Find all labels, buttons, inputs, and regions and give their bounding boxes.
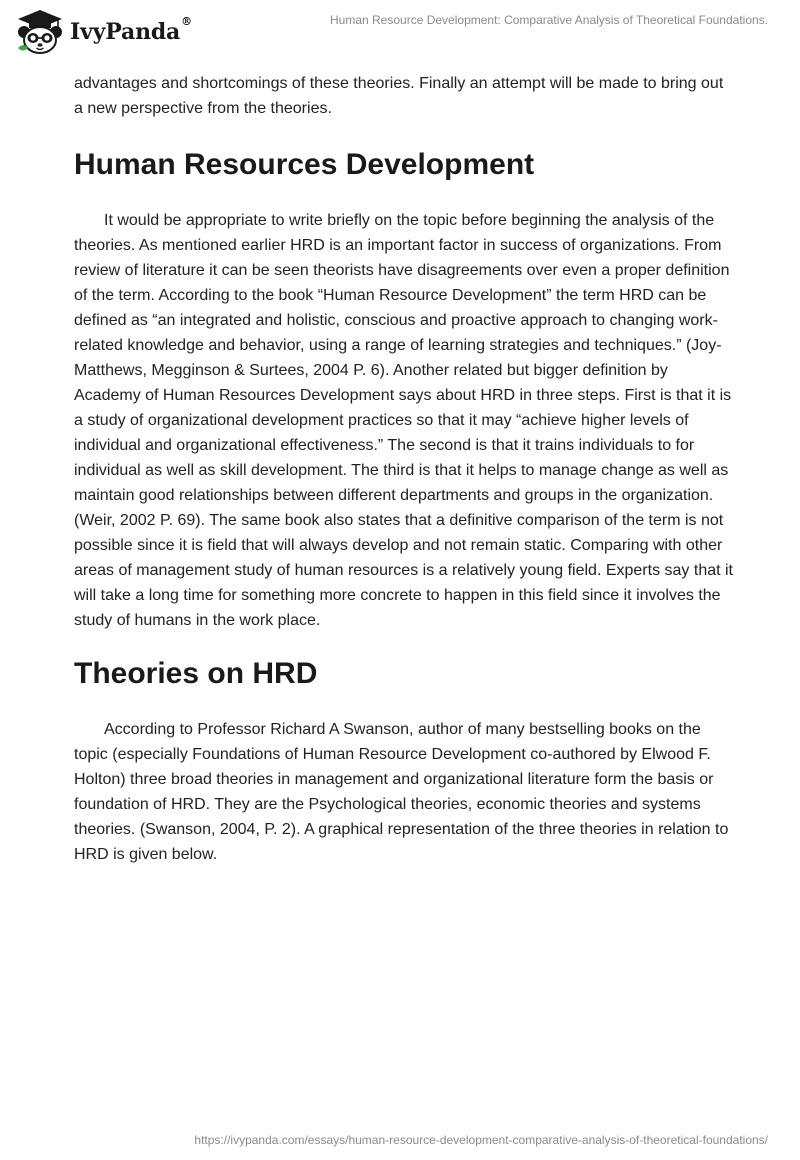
ivypanda-logo[interactable] [14, 8, 192, 56]
logo-wordmark: IvyPanda® [70, 15, 192, 45]
section-heading-theories: Theories on HRD [74, 657, 318, 690]
footer-source-url[interactable]: https://ivypanda.com/essays/human-resource-development-comparative-analysis-of-theoretical-foundations/ [194, 1133, 768, 1147]
intro-paragraph: advantages and shortcomings of these theories. Finally an attempt will be made to bring out a new perspective from the theories. [74, 75, 724, 117]
theories-paragraph: According to Professor Richard A Swanson, author of many bestselling books on the topic (especially Foundations of Human Resource Development co-authored by Elwood F. Holton) three broad theories in management and organizational literature form the basis or foundation of HRD. They are the Psychological theories, economic theories and systems theories. (Swanson, 2004, P. 2). A graphical representation of the three theories in relation to HRD is given below. [74, 721, 729, 863]
essay-body [74, 71, 734, 867]
document-title: Human Resource Development: Comparative Analysis of Theoretical Foundations. [330, 13, 768, 27]
section-heading-hrd: Human Resources Development [74, 148, 535, 181]
hrd-paragraph: It would be appropriate to write briefly on the topic before beginning the analysis of the theories. As mentioned earlier HRD is an important factor in success of organizations. From review of literature it can be seen theorists have disagreements over even a proper definition of the term. According to the book “Human Resource Development” the term HRD can be defined as “an integrated and holistic, conscious and proactive approach to changing work-related knowledge and behavior, using a range of learning strategies and techniques.” (Joy-Matthews, Megginson & Surtees, 2004 P. 6). Another related but bigger definition by Academy of Human Resources Development says about HRD in three steps. First is that it is a study of organizational development practices so that it may “achieve higher levels of individual and organizational effectiveness.” The second is that it trains individuals to for individual as well as skill development. The third is that it helps to manage change as well as maintain good relationships between different departments and groups in the organization. (Weir, 2002 P. 69). The same book also states that a definitive comparison of the term is not possible since it is field that will always develop and not remain static. Comparing with other areas of management study of human resources is a relatively young field. Experts say that it will take a long time for something more concrete to happen in this field since it involves the study of humans in the work place. [74, 212, 733, 629]
panda-graduate-icon [14, 8, 66, 56]
page-header [0, 0, 800, 70]
